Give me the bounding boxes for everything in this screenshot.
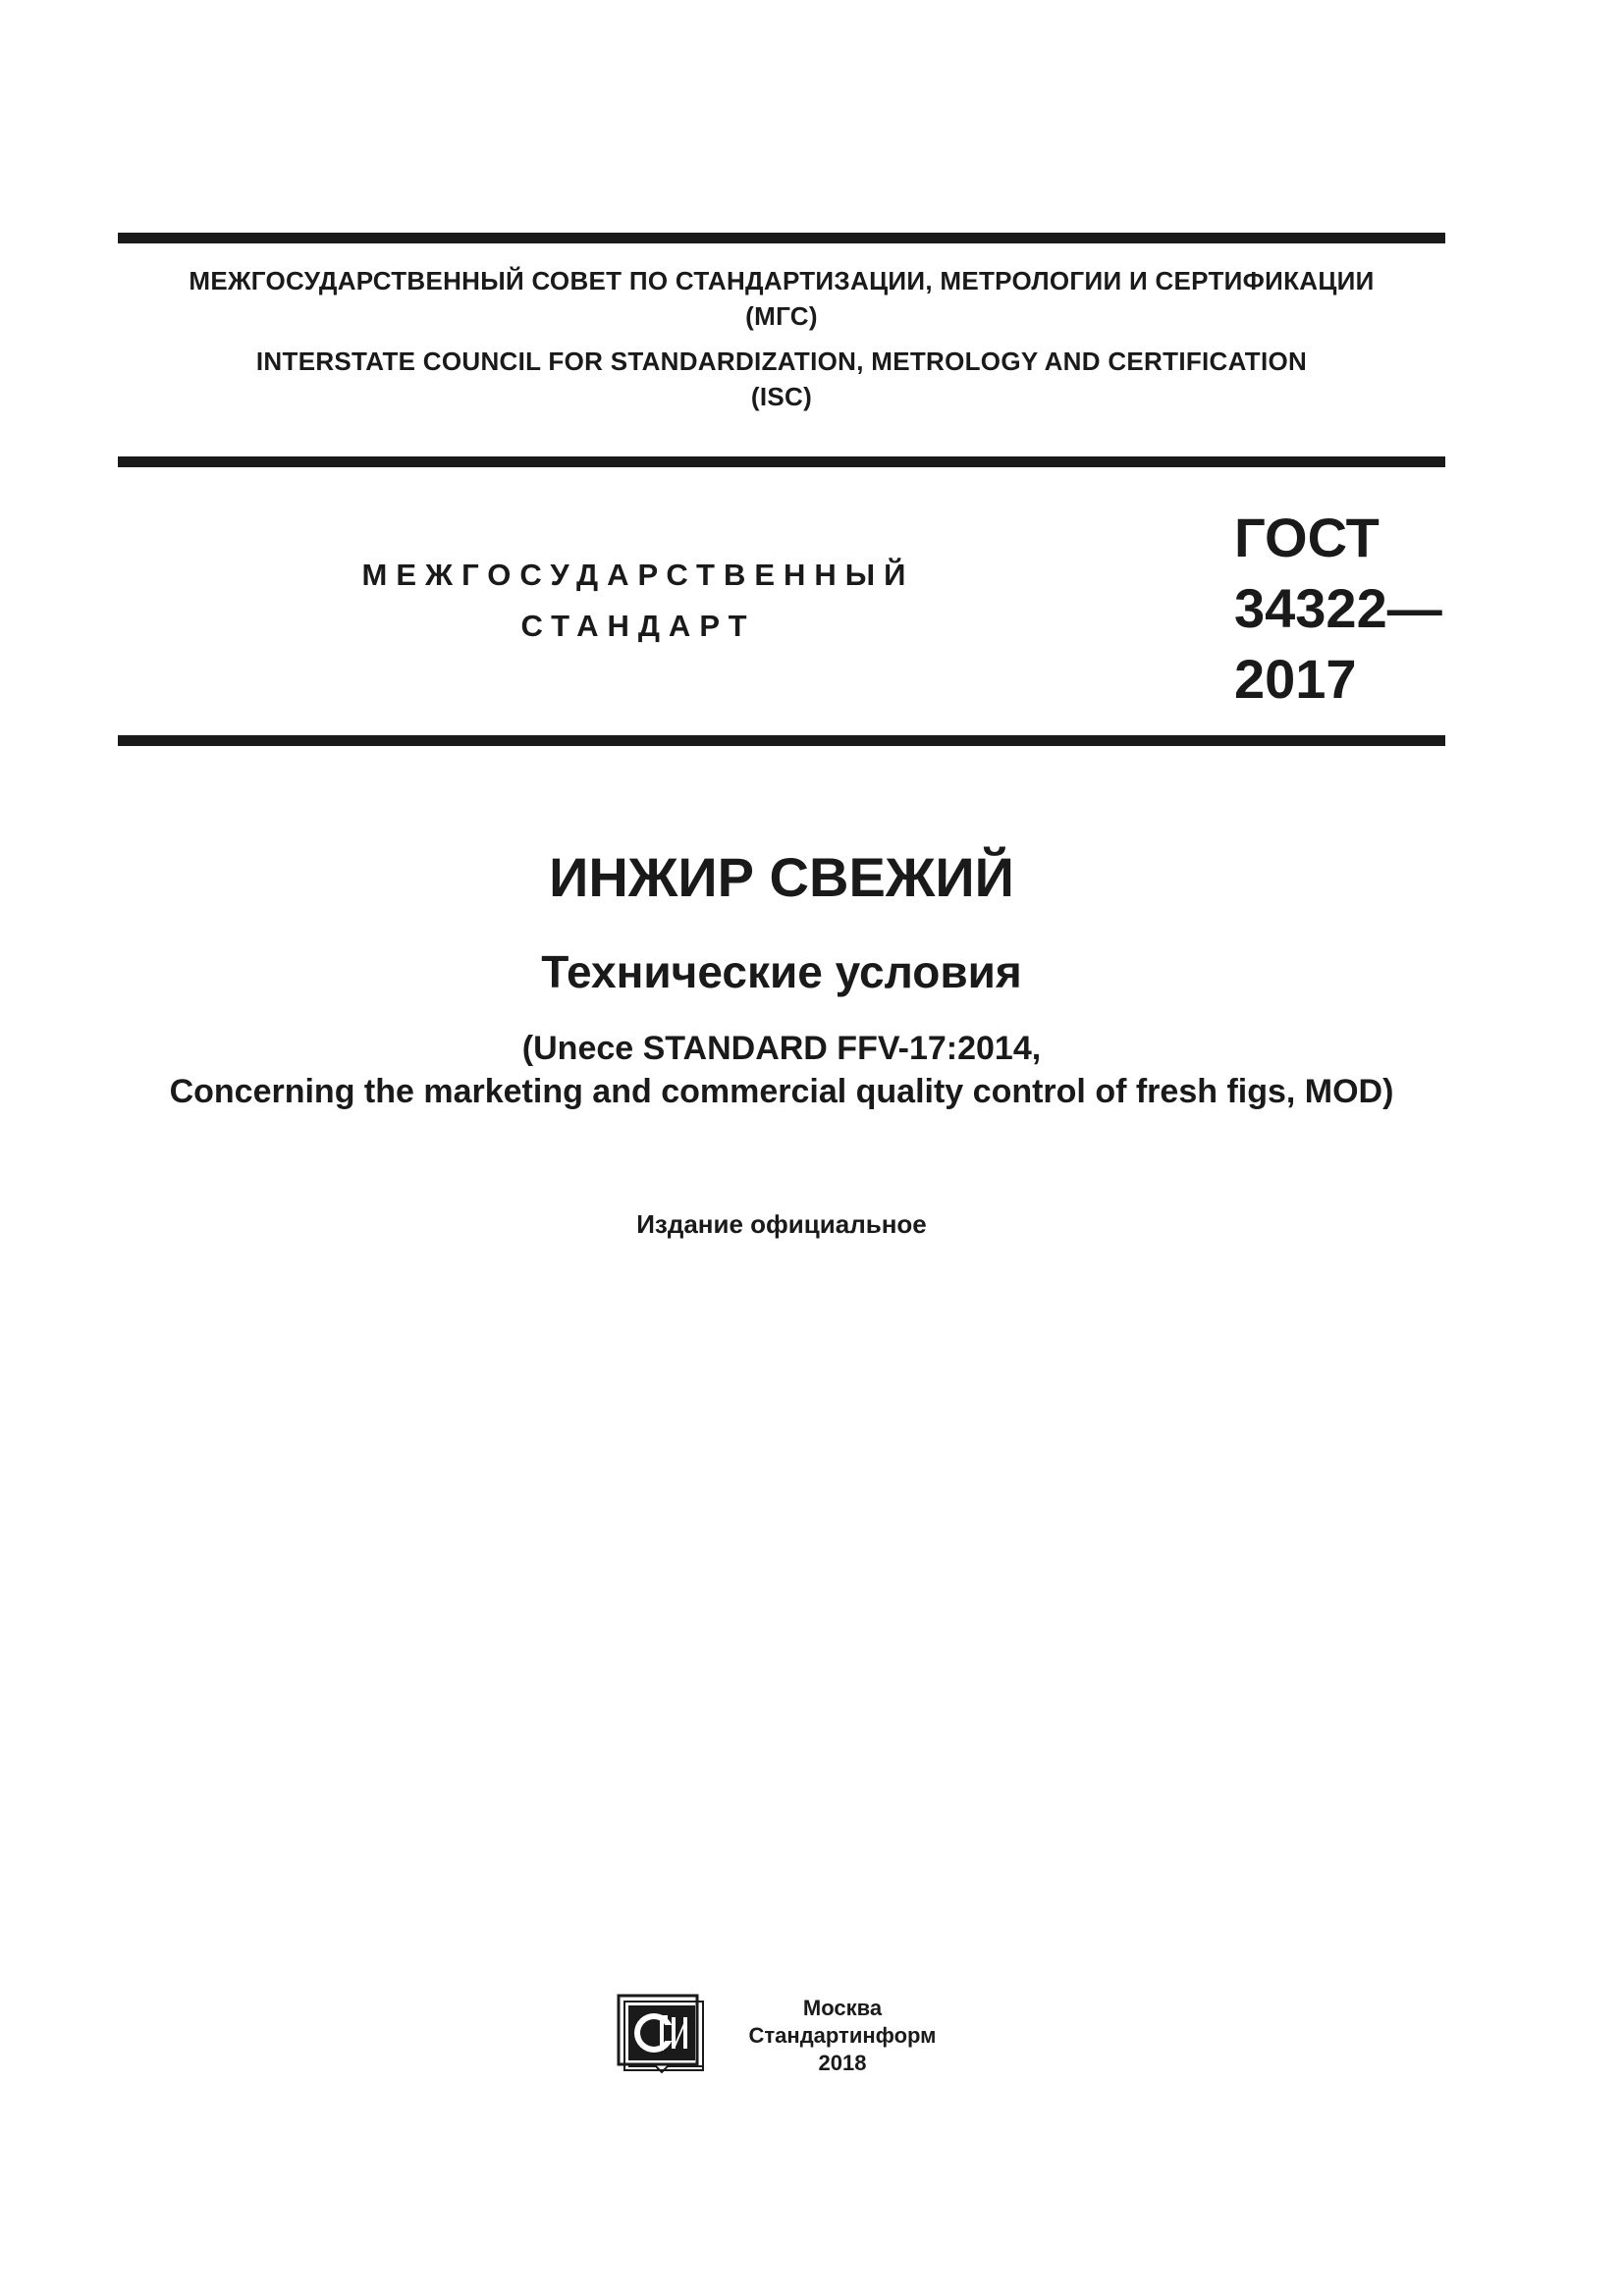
edition-label: Издание официальное [636,1209,927,1239]
document-title: ИНЖИР СВЕЖИЙ [549,846,1014,908]
standartinform-logo-icon [617,1994,711,2078]
bottom-rule [118,735,1445,746]
council-abbr-ru: (МГС) [745,301,818,331]
gost-year: 2017 [1234,648,1357,710]
document-subtitle: Технические условия [541,946,1022,997]
council-name-ru-line1: МЕЖГОСУДАРСТВЕННЫЙ СОВЕТ ПО СТАНДАРТИЗАЦИИ, МЕТРОЛОГИИ И СЕРТИФИКАЦИИ [189,266,1375,295]
council-name-en-line1: INTERSTATE COUNCIL FOR STANDARDIZATION, METROLOGY AND CERTIFICATION [255,347,1308,376]
imprint-publisher: Стандартинформ [748,2023,937,2048]
council-name-en [118,344,1445,414]
reference-line1: (Unece STANDARD FFV-17:2014, [521,1030,1042,1067]
council-name-ru [118,263,1445,334]
imprint-year: 2018 [818,2051,867,2075]
standard-type-line1: МЕЖГОСУДАРСТВЕННЫЙ [361,558,915,592]
top-rule [118,233,1445,243]
middle-rule [118,456,1445,467]
gost-designation [1234,503,1445,715]
imprint-city: Москва [802,1996,883,2020]
reference-line2: Concerning the marketing and commercial quality control of fresh figs, MOD) [169,1073,1394,1110]
gost-label: ГОСТ [1234,507,1380,568]
council-abbr-en: (ISC) [750,382,813,411]
publisher-imprint [715,1995,970,2077]
reference-standard [118,1027,1445,1113]
standard-type-line2: СТАНДАРТ [520,609,756,643]
gost-number: 34322— [1234,577,1442,639]
